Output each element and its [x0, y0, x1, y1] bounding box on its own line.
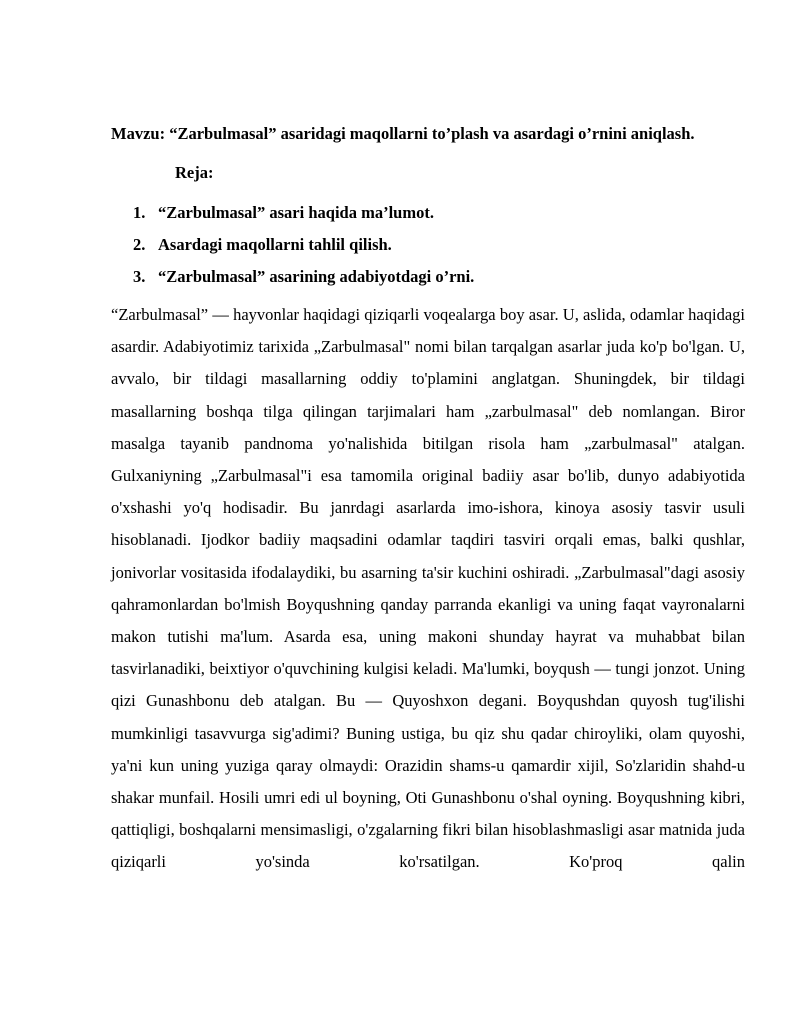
plan-list — [111, 197, 745, 293]
plan-item-number: 3. — [133, 267, 146, 286]
plan-item-number: 2. — [133, 235, 146, 254]
plan-item-text: Asardagi maqollarni tahlil qilish. — [158, 235, 392, 254]
document-title: Mavzu: “Zarbulmasal” asaridagi maqollarni to’plash va asardagi o’rnini aniqlash. — [111, 124, 695, 143]
plan-item — [111, 197, 745, 229]
plan-item-number: 1. — [133, 203, 146, 222]
plan-item-text: “Zarbulmasal” asarining adabiyotdagi o’rni. — [158, 267, 475, 286]
body-paragraph: “Zarbulmasal” — hayvonlar haqidagi qiziqarli voqealarga boy asar. U, aslida, odamlar haqidagi asardir. Adabiyotimiz tarixida „Zarbulmasal" nomi bilan tarqalgan asarlar juda ko'p bo'lgan. U, avvalo, bir tildagi masallarning oddiy to'plamini anglatgan. Shuningdek, bir tildagi masallarning boshqa tilga qilingan tarjimalari ham „zarbulmasal" deb nomlangan. Biror masalga tayanib pandnoma yo'nalishida bitilgan risola ham „zarbulmasal" atalgan. Gulxaniyning „Zarbulmasal"i esa tamomila original badiiy asar bo'lib, dunyo adabiyotida o'xshashi yo'q hodisadir. Bu janrdagi asarlarda imo-ishora, kinoya asosiy tasvir usuli hisoblanadi. Ijodkor badiiy maqsadini odamlar taqdiri tasviri orqali emas, balki qushlar, jonivorlar vositasida ifodalaydiki, bu asarning ta'sir kuchini oshiradi. „Zarbulmasal"dagi asosiy qahramonlardan bo'lmish Boyqushning qanday parranda ekanligi va uning faqat vayronalarni makon tutishi ma'lum. Asarda esa, uning makoni shunday hayrat va muhabbat bilan tasvirlanadiki, beixtiyor o'quvchining kulgisi keladi. Ma'lumki, boyqush — tungi jonzot. Uning qizi Gunashbonu deb atalgan. Bu — Quyoshxon degani. Boyqushdan quyosh tug'ilishi mumkinligi tasavvurga sig'adimi? Buning ustiga, bu qiz shu qadar chiroyliki, olam quyoshi, ya'ni kun uning yuziga qaray olmaydi: Orazidin shams-u qamardir xijil, So'zlaridin shahd-u shakar munfail. Hosili umri edi ul boyning, Oti Gunashbonu o'shal oyning. Boyqushning kibri, qattiqligi, boshqalarni mensimasligi, o'zgalarning fikri bilan hisoblashmasligi asar matnida juda qiziqarli yo'sinda ko'rsatilgan. Ko'proq qalin — [111, 305, 745, 872]
plan-item — [111, 229, 745, 261]
document-page — [111, 118, 745, 879]
plan-heading: Reja: — [175, 163, 214, 182]
plan-item — [111, 261, 745, 293]
plan-item-text: “Zarbulmasal” asari haqida ma’lumot. — [158, 203, 434, 222]
